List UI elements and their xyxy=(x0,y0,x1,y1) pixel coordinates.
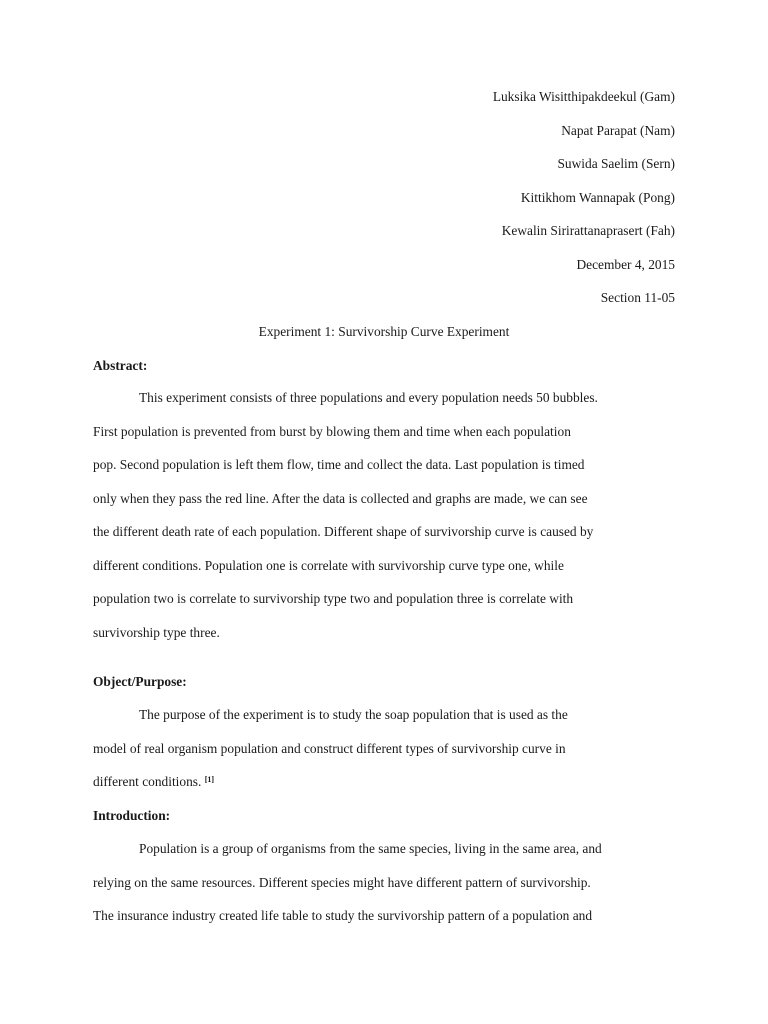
paragraph-line xyxy=(93,765,675,799)
section-number: Section 11-05 xyxy=(600,290,675,305)
paragraph-line: the different death rate of each population. Different shape of survivorship curve is caused by xyxy=(93,524,594,539)
paragraph-line-text: different conditions. xyxy=(93,774,202,789)
introduction-paragraph xyxy=(93,832,675,933)
paragraph-line: The insurance industry created life table to study the survivorship pattern of a population and xyxy=(93,908,593,923)
paragraph-line: pop. Second population is left them flow, time and collect the data. Last population is timed xyxy=(93,457,585,472)
introduction-heading: Introduction: xyxy=(93,808,171,823)
purpose-heading: Object/Purpose: xyxy=(93,674,187,689)
report-date: December 4, 2015 xyxy=(576,256,675,272)
paragraph-line: First population is prevented from burst by blowing them and time when each population xyxy=(93,423,571,439)
document-title: Experiment 1: Survivorship Curve Experiment xyxy=(258,324,510,339)
citation-marker[interactable]: [1] xyxy=(204,775,215,784)
author-name: Kewalin Sirirattanaprasert (Fah) xyxy=(501,223,675,238)
paragraph-line: model of real organism population and construct different types of survivorship curve in xyxy=(93,740,566,756)
author-name: Kittikhom Wannapak (Pong) xyxy=(520,189,675,205)
paragraph-line: different conditions. Population one is correlate with survivorship curve type one, while xyxy=(93,557,564,573)
abstract-heading: Abstract: xyxy=(93,358,148,373)
author-header xyxy=(493,86,675,321)
paragraph-line: relying on the same resources. Different species might have different pattern of survivorship. xyxy=(93,874,591,890)
paragraph-line: population two is correlate to survivorship type two and population three is correlate with xyxy=(93,591,574,606)
paragraph-line: This experiment consists of three populations and every population needs 50 bubbles. xyxy=(139,390,598,405)
paragraph-line: The purpose of the experiment is to study the soap population that is used as the xyxy=(139,707,568,722)
abstract-paragraph xyxy=(93,381,675,649)
paragraph-line: Population is a group of organisms from the same species, living in the same area, and xyxy=(139,841,602,856)
paragraph-line: survivorship type three. xyxy=(93,624,220,640)
paragraph-line: only when they pass the red line. After the data is collected and graphs are made, we can see xyxy=(93,490,588,506)
author-name: Luksika Wisitthipakdeekul (Gam) xyxy=(492,89,675,104)
author-name: Napat Parapat (Nam) xyxy=(561,122,675,138)
author-name: Suwida Saelim (Sern) xyxy=(557,156,675,171)
purpose-paragraph xyxy=(93,698,675,799)
